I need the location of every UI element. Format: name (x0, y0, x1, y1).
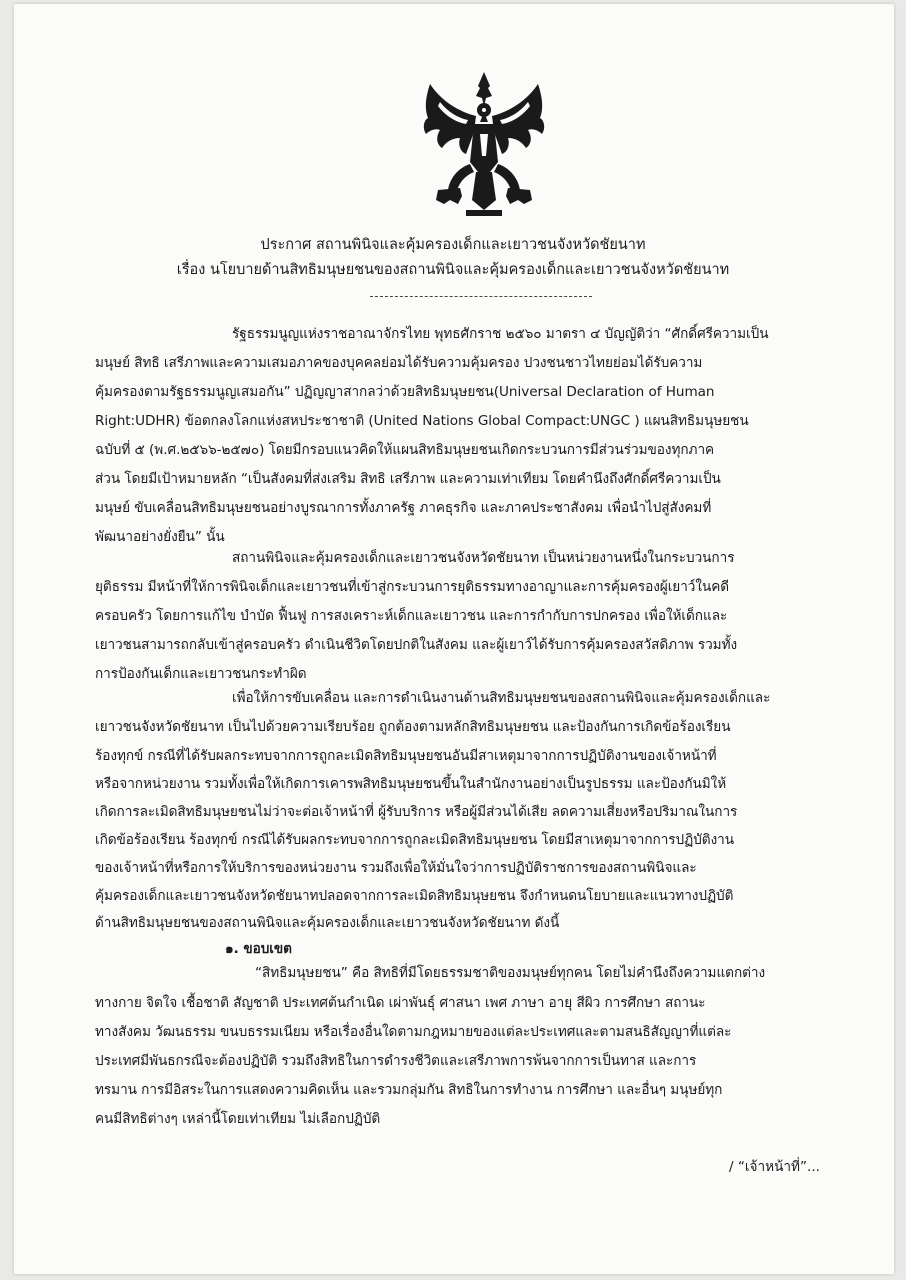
section-1-line: ทรมาน การมีอิสระในการแสดงความคิดเห็น และรวมกลุ่มกัน สิทธิในการทำงาน การศึกษา และอื่นๆ มนุษย์ทุก (95, 1082, 723, 1098)
garuda-emblem-icon (420, 72, 548, 220)
paragraph-2-line: ครอบครัว โดยการแก้ไข บำบัด ฟื้นฟู การสงเคราะห์เด็กและเยาวชน และการกำกับการปกครอง เพื่อให้เด็กและ (95, 608, 728, 624)
paragraph-3-line: เกิดข้อร้องเรียน ร้องทุกข์ กรณีได้รับผลกระทบจากการถูกละเมิดสิทธิมนุษยชน โดยมีสาเหตุมาจากการปฏิบัติงาน (95, 832, 734, 848)
paragraph-1-line: ส่วน โดยมีเป้าหมายหลัก “เป็นสังคมที่ส่งเสริม สิทธิ เสรีภาพ และความเท่าเทียม โดยคำนึงถึงศักดิ์ศรีความเป็น (95, 471, 721, 487)
paragraph-2-line: เยาวชนสามารถกลับเข้าสู่ครอบครัว ดำเนินชีวิตโดยปกติในสังคม และผู้เยาว์ได้รับการคุ้มครองสวัสดิภาพ รวมทั้ง (95, 637, 738, 653)
paragraph-2-line: การป้องกันเด็กและเยาวชนกระทำผิด (95, 666, 307, 682)
announcement-title: ประกาศ สถานพินิจและคุ้มครองเด็กและเยาวชนจังหวัดชัยนาท (260, 237, 646, 253)
paragraph-3-line: เกิดการละเมิดสิทธิมนุษยชนไม่ว่าจะต่อเจ้าหน้าที่ ผู้รับบริการ หรือผู้มีส่วนได้เสีย ลดความเสี่ยงหรือปริมาณในการ (95, 804, 738, 820)
paragraph-1-line: พัฒนาอย่างยั่งยืน” นั้น (95, 529, 225, 545)
paragraph-3-line: คุ้มครองเด็กและเยาวชนจังหวัดชัยนาทปลอดจากการละเมิดสิทธิมนุษยชน จึงกำหนดนโยบายและแนวทางปฏิบัติ (95, 888, 734, 904)
paragraph-3-line: เยาวชนจังหวัดชัยนาท เป็นไปด้วยความเรียบร้อย ถูกต้องตามหลักสิทธิมนุษยชน และป้องกันการเกิดข้อร้องเรียน (95, 719, 731, 735)
section-1-line: คนมีสิทธิต่างๆ เหล่านี้โดยเท่าเทียม ไม่เลือกปฏิบัติ (95, 1111, 381, 1127)
paragraph-3-line: เพื่อให้การขับเคลื่อน และการดำเนินงานด้านสิทธิมนุษยชนของสถานพินิจและคุ้มครองเด็กและ (232, 690, 771, 706)
paragraph-2-line: สถานพินิจและคุ้มครองเด็กและเยาวชนจังหวัดชัยนาท เป็นหน่วยงานหนึ่งในกระบวนการ (232, 550, 735, 566)
section-1-line: ทางกาย จิตใจ เชื้อชาติ สัญชาติ ประเทศต้นกำเนิด เผ่าพันธุ์ ศาสนา เพศ ภาษา อายุ สีผิว การศึกษา สถานะ (95, 995, 706, 1011)
paragraph-2-line: ยุติธรรม มีหน้าที่ให้การพินิจเด็กและเยาวชนที่เข้าสู่กระบวนการยุติธรรมทางอาญาและการคุ้มครองผู้เยาว์ในคดี (95, 579, 730, 595)
paragraph-1-line: ฉบับที่ ๕ (พ.ศ.๒๕๖๖-๒๕๗๐) โดยมีกรอบแนวคิดให้แผนสิทธิมนุษยชนเกิดกระบวนการมีส่วนร่วมของทุกภาค (95, 442, 715, 458)
paragraph-1-line: มนุษย์ สิทธิ เสรีภาพและความเสมอภาคของบุคคลย่อมได้รับความคุ้มครอง ปวงชนชาวไทยย่อมได้รับความ (95, 355, 703, 371)
header-divider (370, 296, 592, 297)
paragraph-1-line: มนุษย์ ขับเคลื่อนสิทธิมนุษยชนอย่างบูรณาการทั้งภาครัฐ ภาคธุรกิจ และภาคประชาสังคม เพื่อนำไปสู่สังคมที่ (95, 500, 712, 516)
paragraph-1-line: Right:UDHR) ข้อตกลงโลกแห่งสหประชาชาติ (United Nations Global Compact:UNGC ) แผนสิทธิมนุษยชน (95, 413, 749, 429)
paragraph-1-line: คุ้มครองตามรัฐธรรมนูญเสมอกัน” ปฏิญญาสากลว่าด้วยสิทธิมนุษยชน(Universal Declaration of Human (95, 384, 715, 400)
paragraph-1-line: รัฐธรรมนูญแห่งราชอาณาจักรไทย พุทธศักราช ๒๕๖๐ มาตรา ๔ บัญญัติว่า “ศักดิ์ศรีความเป็น (232, 326, 769, 342)
paragraph-3-line: ของเจ้าหน้าที่หรือการให้บริการของหน่วยงาน รวมถึงเพื่อให้มั่นใจว่าการปฏิบัติราชการของสถานพินิจและ (95, 860, 697, 876)
paragraph-3-line: หรือจากหน่วยงาน รวมทั้งเพื่อให้เกิดการเคารพสิทธิมนุษยชนขึ้นในสำนักงานอย่างเป็นรูปธรรม และป้องกันมิให้ (95, 776, 727, 792)
paragraph-3-line: ร้องทุกข์ กรณีที่ได้รับผลกระทบจากการถูกละเมิดสิทธิมนุษยชนอันมีสาเหตุมาจากการปฏิบัติงานของเจ้าหน้าที่ (95, 748, 717, 764)
paragraph-3-line: ด้านสิทธิมนุษยชนของสถานพินิจและคุ้มครองเด็กและเยาวชนจังหวัดชัยนาท ดังนี้ (95, 915, 560, 931)
section-1-line: ทางสังคม วัฒนธรรม ขนบธรรมเนียม หรือเรื่องอื่นใดตามกฎหมายของแต่ละประเทศและตามสนธิสัญญาที่แต่ละ (95, 1024, 732, 1040)
section-1-line: “สิทธิมนุษยชน” คือ สิทธิที่มีโดยธรรมชาติของมนุษย์ทุกคน โดยไม่คำนึงถึงความแตกต่าง (255, 965, 766, 981)
section-1-line: ประเทศมีพันธกรณีจะต้องปฏิบัติ รวมถึงสิทธิในการดำรงชีวิตและเสรีภาพการพ้นจากการเป็นทาส และการ (95, 1053, 697, 1069)
continuation-text: / “เจ้าหน้าที่”... (728, 1159, 820, 1175)
section-1-heading: ๑. ขอบเขต (225, 941, 292, 957)
announcement-subject: เรื่อง นโยบายด้านสิทธิมนุษยชนของสถานพินิจและคุ้มครองเด็กและเยาวชนจังหวัดชัยนาท (176, 262, 730, 278)
